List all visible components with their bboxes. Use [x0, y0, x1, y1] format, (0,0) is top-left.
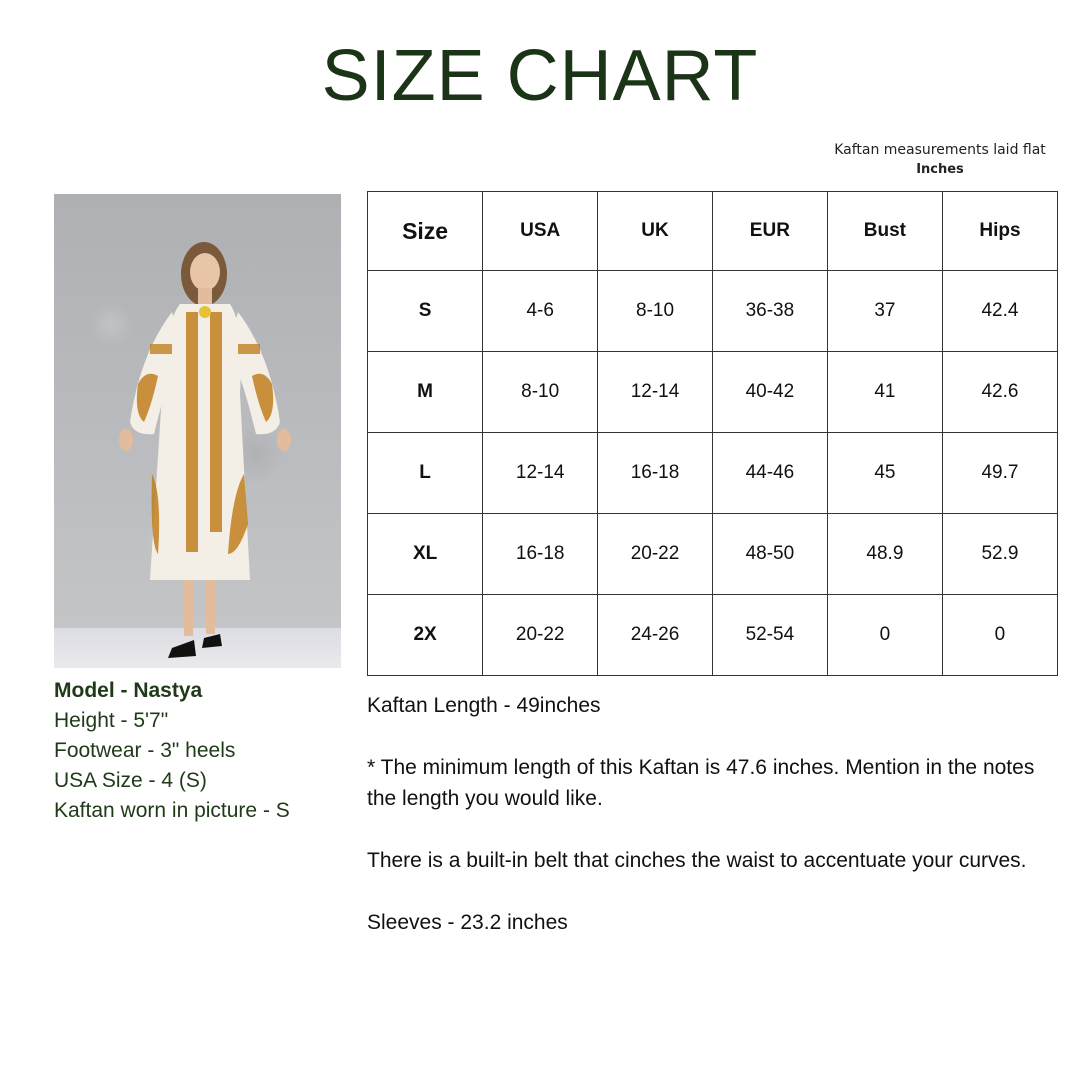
table-header-row [368, 192, 1058, 271]
cell-eur: 36-38 [712, 271, 827, 352]
measurement-unit: Inches [916, 162, 964, 177]
cell-usa: 12-14 [483, 433, 598, 514]
sleeves-length: Sleeves - 23.2 inches [367, 911, 568, 934]
model-usa-size: USA Size - 4 (S) [54, 769, 207, 792]
header-hips: Hips [942, 192, 1057, 271]
cell-uk: 12-14 [598, 352, 713, 433]
cell-usa: 16-18 [483, 514, 598, 595]
cell-uk: 8-10 [598, 271, 713, 352]
header-size: Size [368, 192, 483, 271]
header-eur: EUR [712, 192, 827, 271]
cell-hips: 0 [942, 595, 1057, 676]
cell-size: L [368, 433, 483, 514]
table-row [368, 271, 1058, 352]
cell-hips: 42.4 [942, 271, 1057, 352]
cell-usa: 20-22 [483, 595, 598, 676]
model-kaftan-worn: Kaftan worn in picture - S [54, 799, 290, 822]
cell-uk: 16-18 [598, 433, 713, 514]
cell-hips: 52.9 [942, 514, 1057, 595]
size-table [367, 191, 1058, 676]
model-height: Height - 5'7" [54, 709, 169, 732]
page-title: SIZE CHART [321, 36, 759, 116]
model-footwear: Footwear - 3" heels [54, 739, 236, 762]
measurement-note-line: Kaftan measurements laid flat [834, 142, 1046, 158]
header-uk: UK [598, 192, 713, 271]
cell-bust: 41 [827, 352, 942, 433]
model-info [54, 676, 354, 826]
table-row [368, 352, 1058, 433]
product-details [367, 690, 1057, 969]
cell-eur: 40-42 [712, 352, 827, 433]
cell-uk: 24-26 [598, 595, 713, 676]
cell-eur: 52-54 [712, 595, 827, 676]
cell-usa: 8-10 [483, 352, 598, 433]
cell-eur: 44-46 [712, 433, 827, 514]
cell-bust: 0 [827, 595, 942, 676]
header-usa: USA [483, 192, 598, 271]
table-row [368, 433, 1058, 514]
table-row [368, 595, 1058, 676]
model-figure [54, 194, 341, 668]
cell-bust: 45 [827, 433, 942, 514]
cell-bust: 37 [827, 271, 942, 352]
cell-uk: 20-22 [598, 514, 713, 595]
belt-note: There is a built-in belt that cinches the waist to accentuate your curves. [367, 849, 1027, 872]
cell-size: 2X [368, 595, 483, 676]
cell-eur: 48-50 [712, 514, 827, 595]
cell-size: S [368, 271, 483, 352]
minimum-length-note: * The minimum length of this Kaftan is 47.6 inches. Mention in the notes the length you would like. [367, 756, 1035, 810]
table-row [368, 514, 1058, 595]
kaftan-length: Kaftan Length - 49inches [367, 694, 601, 717]
cell-hips: 42.6 [942, 352, 1057, 433]
cell-hips: 49.7 [942, 433, 1057, 514]
model-photo [54, 194, 341, 668]
measurement-note [800, 140, 1080, 180]
cell-usa: 4-6 [483, 271, 598, 352]
cell-bust: 48.9 [827, 514, 942, 595]
cell-size: XL [368, 514, 483, 595]
model-name: Model - Nastya [54, 679, 203, 702]
cell-size: M [368, 352, 483, 433]
header-bust: Bust [827, 192, 942, 271]
